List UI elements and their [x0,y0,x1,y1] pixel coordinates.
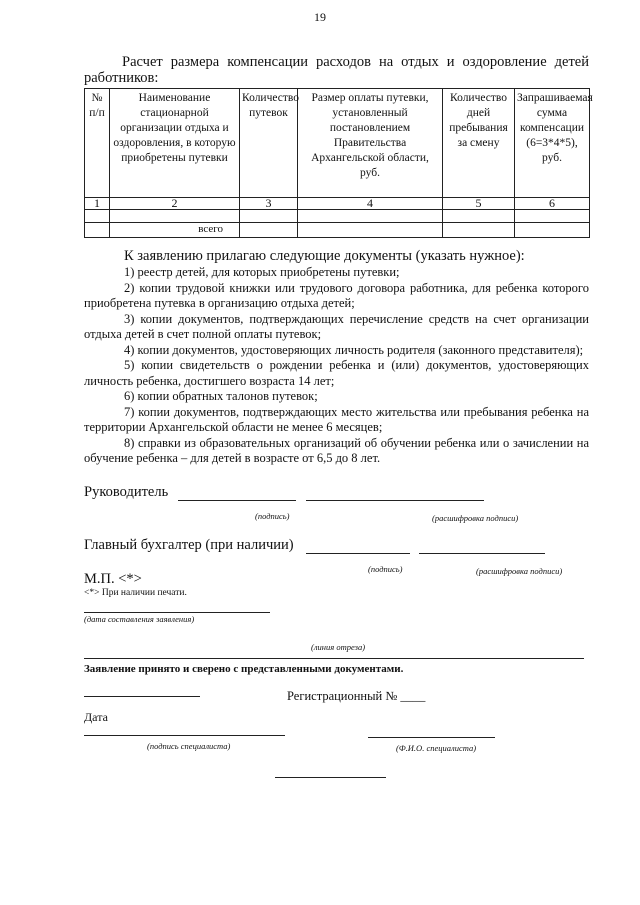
head-label: Руководитель [84,484,169,500]
table-cell[interactable] [240,210,298,223]
document-item: 7) копии документов, подтверждающих место жительства или пребывания ребенка на территории Архангельской области не менее 6 месяцев; [84,404,589,434]
signature-caption: (подпись) [255,511,290,521]
cut-line-caption: (линия отреза) [311,642,366,652]
date-caption: (дата составления заявления) [84,614,195,624]
attached-documents [84,248,589,467]
table-column-numbers-row [85,198,590,210]
documents-lead: К заявлению прилагаю следующие документы (указать нужное): [124,248,525,264]
specialist-name-caption: (Ф.И.О. специалиста) [396,743,477,753]
document-item: 3) копии документов, подтверждающих перечисление средств на счет организации отдыха детей в счет полной оплаты путевок; [84,311,589,341]
document-item: 4) копии документов, удостоверяющих личность родителя (законного представителя); [124,342,584,357]
head-decoding-line[interactable] [306,500,484,501]
document-item: 5) копии свидетельств о рождении ребенка и (или) документов, удостоверяющих личность ребенка, достигшего возраста 14 лет; [84,358,589,388]
table-cell[interactable] [85,210,110,223]
final-signature-line[interactable] [275,777,386,778]
table-header-cell: Количество дней пребывания за смену [443,89,515,198]
column-number-cell: 2 [110,198,240,210]
head-signature-line[interactable] [178,500,296,501]
table-header-cell: Запрашиваемая сумма компенсации (6=3*4*5), руб. [515,89,590,198]
table-cell[interactable] [240,223,298,238]
page-number: 19 [314,10,326,24]
column-number-cell: 3 [240,198,298,210]
page-title: Расчет размера компенсации расходов на отдых и оздоровление детей работников: [84,54,589,86]
table-cell[interactable] [110,210,240,223]
compensation-table [84,88,593,238]
table-cell [85,223,110,238]
decoding-caption: (расшифровка подписи) [432,513,519,523]
stamp-note: <*> При наличии печати. [84,588,187,598]
specialist-signature-caption: (подпись специалиста) [147,741,231,751]
total-label: всего [110,223,240,238]
document-item: 8) справки из образовательных организаций об обучении ребенка или о зачислении на обучение ребенка – для детей в возрасте от 6,5 до 8 лет. [84,435,589,465]
application-date-line[interactable] [84,612,270,613]
specialist-name-line[interactable] [368,737,495,738]
table-cell[interactable] [515,223,590,238]
specialist-signature-line[interactable] [84,735,285,736]
table-cell[interactable] [298,210,443,223]
accepted-text: Заявление принято и сверено с представленными документами. [84,663,404,675]
accountant-signature-line[interactable] [306,553,410,554]
registration-blank-line[interactable] [84,696,200,697]
column-number-cell: 6 [515,198,590,210]
decoding-caption: (расшифровка подписи) [476,566,563,576]
table-header-cell: Размер оплаты путевки, установленный постановлением Правительства Архангельской области, руб. [298,89,443,198]
column-number-cell: 1 [85,198,110,210]
registration-label: Регистрационный № ____ [287,689,426,703]
document-item: 2) копии трудовой книжки или трудового договора работника, для ребенка которого приобретена путевка в организацию отдыха детей; [84,280,589,310]
table-cell[interactable] [298,223,443,238]
table-row [85,210,590,223]
signature-caption: (подпись) [368,564,403,574]
accountant-decoding-line[interactable] [419,553,545,554]
table-header-cell: № п/п [85,89,110,198]
document-item: 6) копии обратных талонов путевок; [124,389,318,403]
table-cell[interactable] [443,223,515,238]
cut-line [84,658,584,659]
table-total-row [85,223,590,238]
table-cell[interactable] [515,210,590,223]
stamp-label: М.П. <*> [84,571,142,587]
table-header-cell: Количество путевок [240,89,298,198]
date-label: Дата [84,710,108,724]
accountant-label: Главный бухгалтер (при наличии) [84,537,294,553]
table-cell[interactable] [443,210,515,223]
document-item: 1) реестр детей, для которых приобретены путевки; [124,265,400,279]
column-number-cell: 5 [443,198,515,210]
column-number-cell: 4 [298,198,443,210]
table-header-row [85,89,590,198]
table-header-cell: Наименование стационарной организации отдыха и оздоровления, в которую приобретены путевки [110,89,240,198]
